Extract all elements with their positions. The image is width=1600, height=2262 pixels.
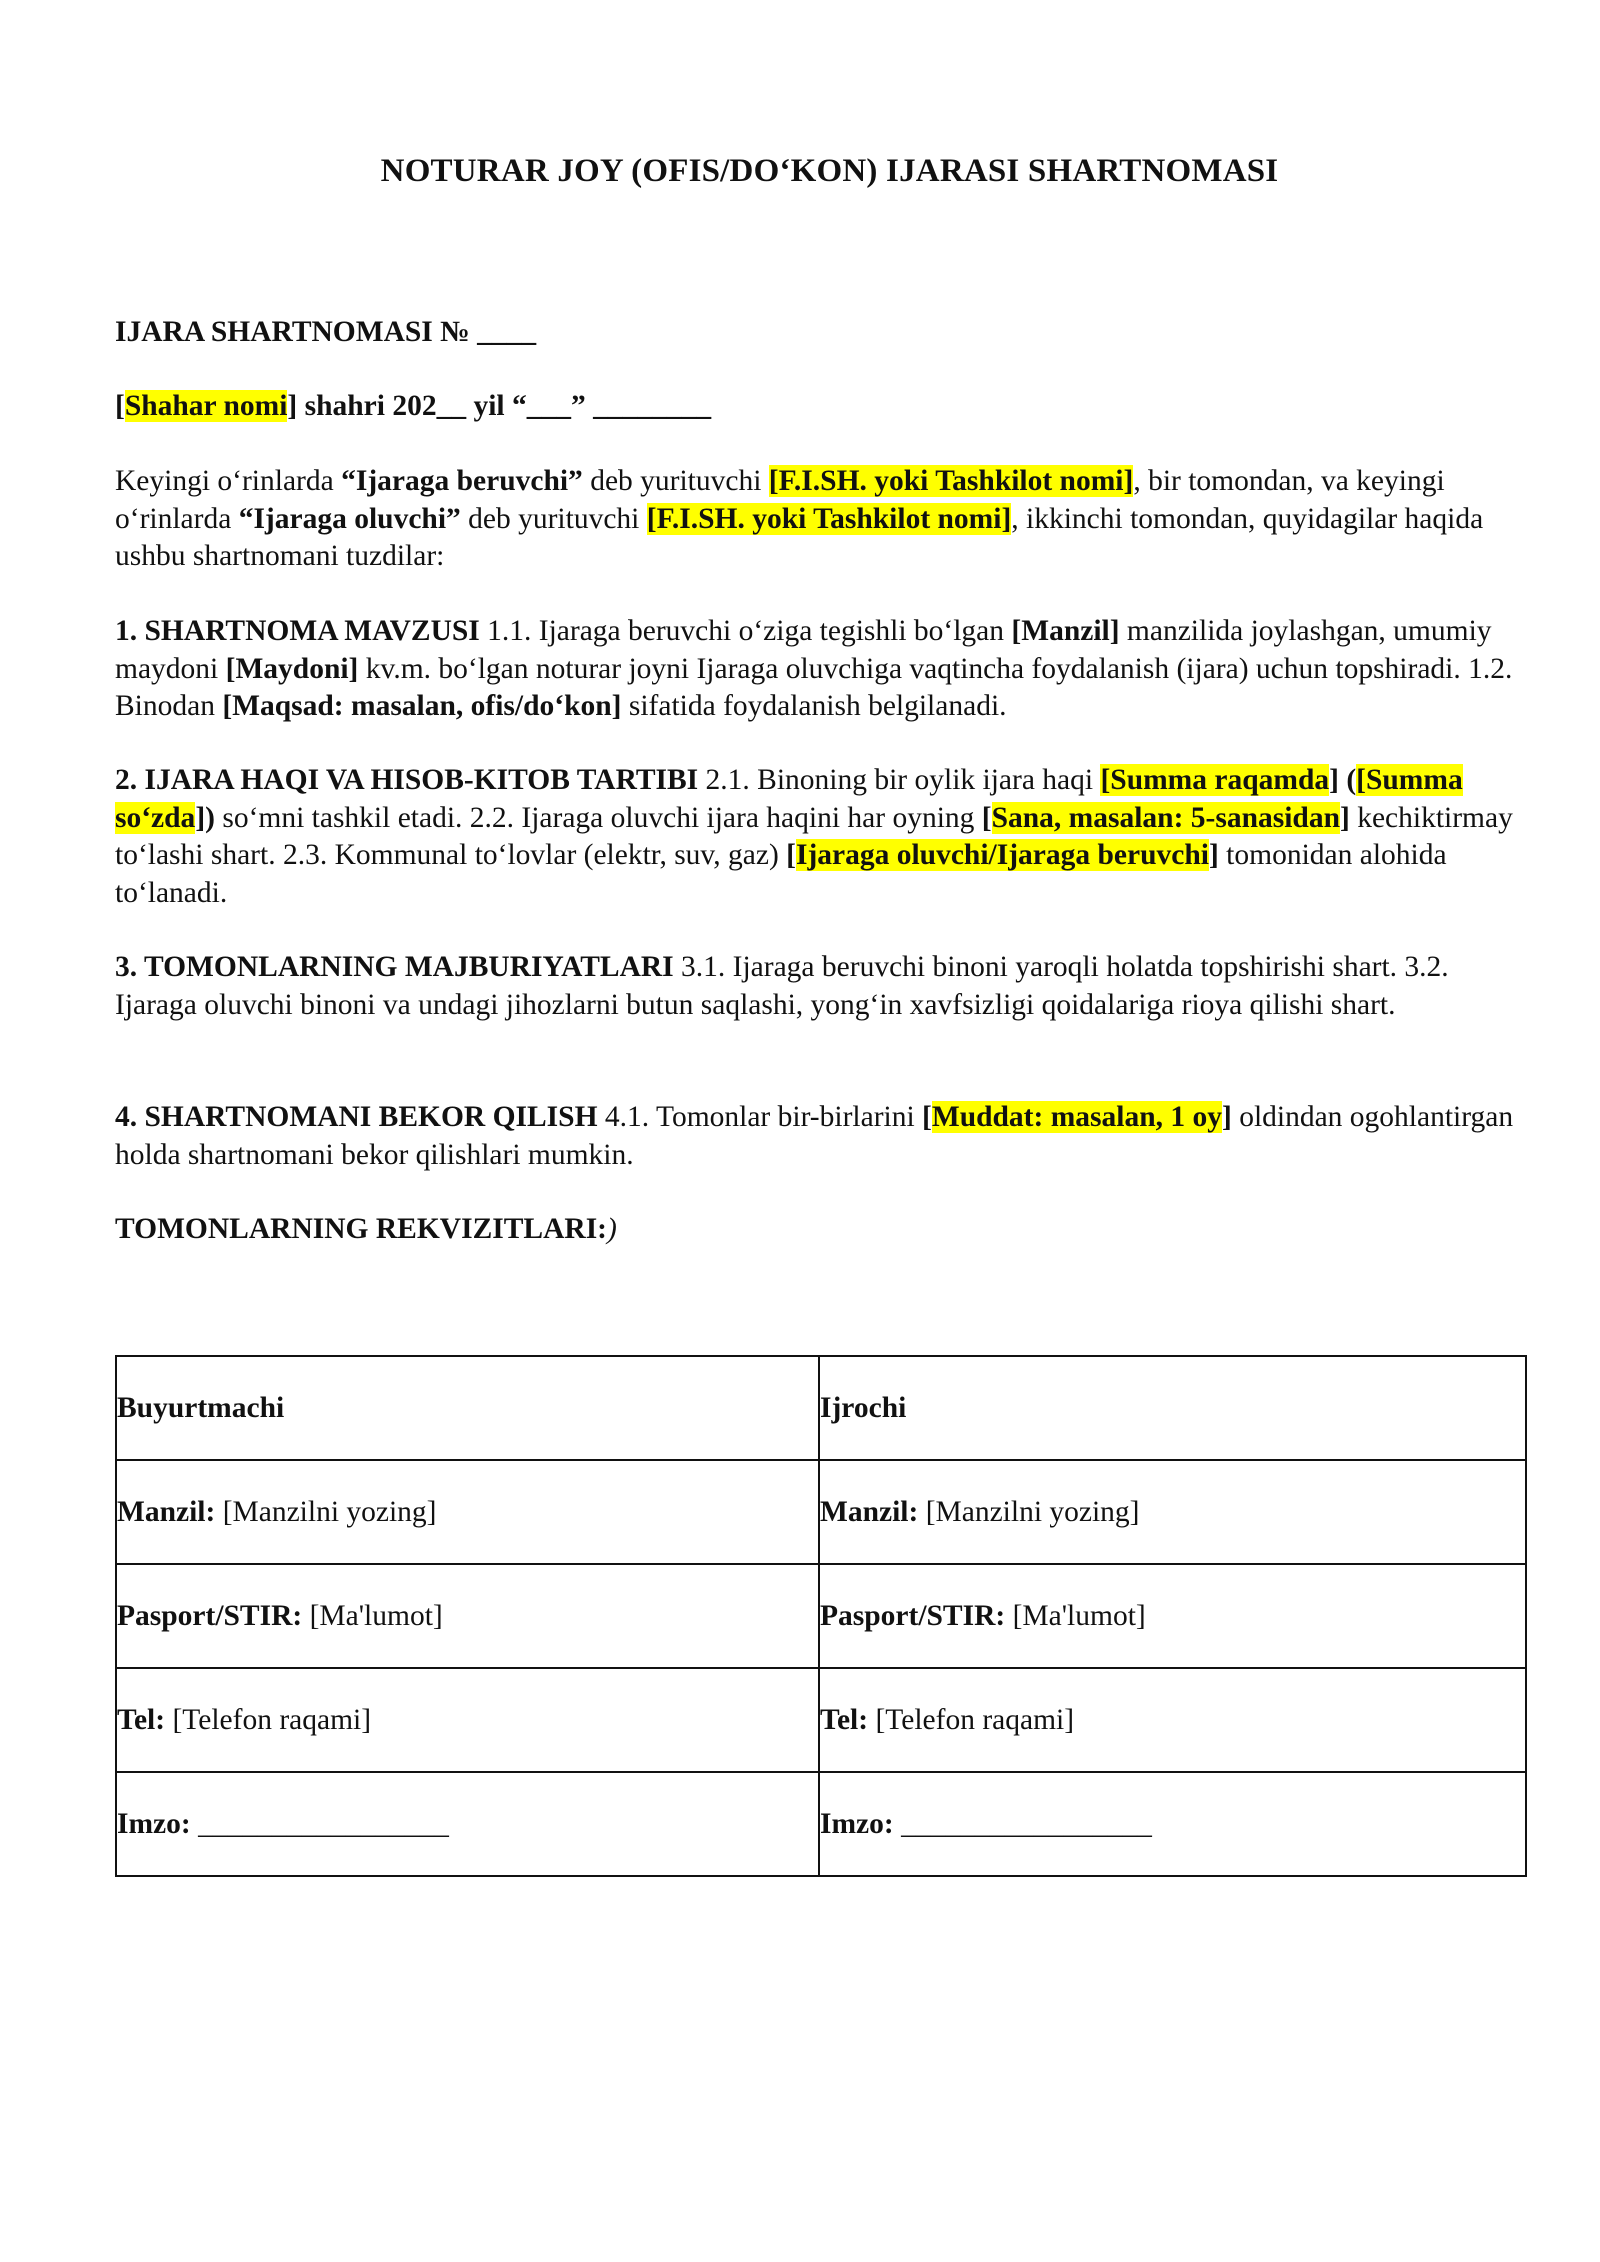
amount-number-placeholder: Summa raqamda — [1110, 764, 1330, 796]
section-heading: 4. SHARTNOMANI BEKOR QILISH — [115, 1101, 598, 1133]
table-row — [116, 1460, 1526, 1564]
lessor-name-placeholder: [F.I.SH. yoki Tashkilot nomi] — [768, 465, 1134, 497]
table-row — [116, 1356, 1526, 1460]
amount-words-placeholder: [Summa so‘zda — [115, 764, 1463, 834]
payment-day-placeholder: Sana, masalan: 5-sanasidan — [991, 801, 1340, 834]
contract-number: IJARA SHARTNOMASI № ____ — [115, 316, 537, 348]
parties-paragraph: Keyingi o‘rinlarda “Ijaraga beruvchi” deb yurituvchi [F.I.SH. yoki Tashkilot nomi], bir tomondan, va keyingi o‘rinlarda “Ijaraga oluvchi” deb yurituvchi [F.I.SH. yoki Tashkilot nomi], ikkinchi tomondan, quyidagilar haqida ushbu shartnomani tuzdilar: — [115, 465, 1484, 572]
area-placeholder: [Maydoni] — [225, 652, 359, 685]
section-termination: 4. SHARTNOMANI BEKOR QILISH 4.1. Tomonlar bir-birlarini [Muddat: masalan, 1 oy] oldindan ogohlantirgan holda shartnomani bekor qilishlari mumkin. — [115, 1101, 1514, 1171]
requisites-heading: TOMONLARNING REKVIZITLARI:) — [115, 1213, 617, 1245]
table-row — [116, 1668, 1526, 1772]
table-row — [116, 1564, 1526, 1668]
section-obligations: 3. TOMONLARNING MAJBURIYATLARI 3.1. Ijaraga beruvchi binoni yaroqli holatda topshirishi shart. 3.2. Ijaraga oluvchi binoni va undagi jihozlarni butun saqlashi, yong‘in xavfsizligi qoidalariga rioya qilishi shart. — [115, 951, 1449, 1021]
lessee-term: “Ijaraga oluvchi” — [238, 502, 461, 535]
client-header: Buyurtmachi — [116, 1356, 819, 1460]
table-cell: Tel: [Telefon raqami] — [116, 1668, 819, 1772]
purpose-placeholder: [Maqsad: masalan, ofis/do‘kon] — [222, 690, 622, 722]
section-heading: 1. SHARTNOMA MAVZUSI — [115, 615, 480, 647]
place-date-line: [Shahar nomi] shahri 202__ yil “___” ________ — [115, 390, 712, 422]
address-placeholder: [Manzil] — [1011, 615, 1120, 647]
table-cell: Pasport/STIR: [Ma'lumot] — [819, 1564, 1526, 1668]
table-cell: Pasport/STIR: [Ma'lumot] — [116, 1564, 819, 1668]
table-cell: Manzil: [Manzilni yozing] — [819, 1460, 1526, 1564]
lessor-term: “Ijaraga beruvchi” — [341, 465, 583, 497]
lessee-name-placeholder: [F.I.SH. yoki Tashkilot nomi] — [646, 502, 1012, 535]
table-cell: Manzil: [Manzilni yozing] — [116, 1460, 819, 1564]
city-placeholder: Shahar nomi — [124, 390, 288, 422]
section-heading: 2. IJARA HAQI VA HISOB-KITOB TARTIBI — [115, 764, 699, 796]
contractor-header: Ijrochi — [819, 1356, 1526, 1460]
section-subject: 1. SHARTNOMA MAVZUSI 1.1. Ijaraga beruvchi o‘ziga tegishli bo‘lgan [Manzil] manzilida joylashgan, umumiy maydoni [Maydoni] kv.m. bo‘lgan noturar joyni Ijaraga oluvchiga vaqtincha foydalanish (ijara) uchun topshiradi. 1.2. Binodan [Maqsad: masalan, ofis/do‘kon] sifatida foydalanish belgilanadi. — [115, 615, 1513, 722]
section-payment: 2. IJARA HAQI VA HISOB-KITOB TARTIBI 2.1. Binoning bir oylik ijara haqi [Summa raqamda] ([Summa so‘zda]) so‘mni tashkil etadi. 2.2. Ijaraga oluvchi ijara haqini har oyning [Sana, masalan: 5-sanasidan] kechiktirmay to‘lashi shart. 2.3. Kommunal to‘lovlar (elektr, suv, gaz) [Ijaraga oluvchi/Ijaraga beruvchi] tomonidan alohida to‘lanadi. — [115, 764, 1513, 909]
signature-cell: Imzo: _________________ — [116, 1772, 819, 1876]
utility-payer-placeholder: Ijaraga oluvchi/Ijaraga beruvchi — [795, 839, 1209, 871]
signature-cell: Imzo: _________________ — [819, 1772, 1526, 1876]
notice-term-placeholder: Muddat: masalan, 1 oy — [931, 1101, 1222, 1133]
table-row — [116, 1772, 1526, 1876]
requisites-table — [115, 1355, 1527, 1877]
document-title: NOTURAR JOY (OFIS/DO‘KON) IJARASI SHARTNOMASI — [380, 153, 1279, 189]
section-heading: 3. TOMONLARNING MAJBURIYATLARI — [115, 951, 674, 983]
table-cell: Tel: [Telefon raqami] — [819, 1668, 1526, 1772]
